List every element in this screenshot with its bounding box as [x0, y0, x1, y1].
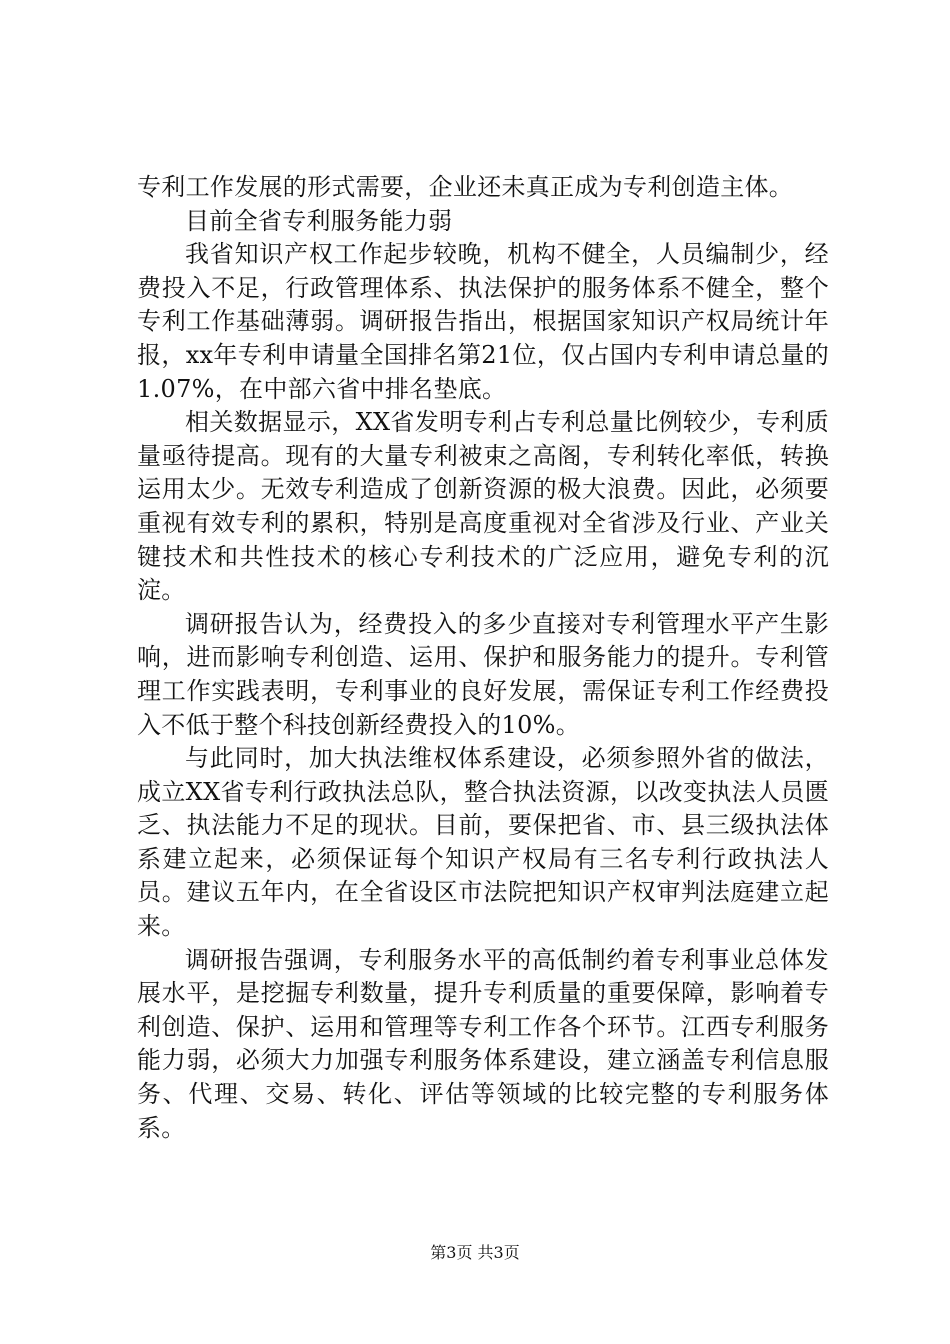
paragraph: 调研报告强调，专利服务水平的高低制约着专利事业总体发展水平，是挖掘专利数量，提升专利质量的重要保障，影响着专利创造、保护、运用和管理等专利工作各个环节。江西专利服务能力弱，必须大力加强专利服务体系建设，建立涵盖专利信息服务、代理、交易、转化、评估等领域的比较完整的专利服务体系。 — [137, 945, 829, 1142]
paragraph: 相关数据显示，XX省发明专利占专利总量比例较少，专利质量亟待提高。现有的大量专利被束之高阁，专利转化率低，转换运用太少。无效专利造成了创新资源的极大浪费。因此，必须要重视有效专利的累积，特别是高度重视对全省涉及行业、产业关键技术和共性技术的核心专利技术的广泛应用，避免专利的沉淀。 — [137, 408, 829, 605]
document-body — [137, 171, 829, 1145]
paragraph: 与此同时，加大执法维权体系建设，必须参照外省的做法，成立XX省专利行政执法总队，整合执法资源，以改变执法人员匮乏、执法能力不足的现状。目前，要保把省、市、县三级执法体系建立起来，必须保证每个知识产权局有三名专利行政执法人员。建议五年内，在全省设区市法院把知识产权审判法庭建立起来。 — [137, 744, 829, 941]
paragraph-continuation: 专利工作发展的形式需要，企业还未真正成为专利创造主体。 — [137, 173, 794, 201]
page-number-footer: 第3页 共3页 — [430, 1243, 520, 1262]
paragraph: 我省知识产权工作起步较晚，机构不健全，人员编制少，经费投入不足，行政管理体系、执法保护的服务体系不健全，整个专利工作基础薄弱。调研报告指出，根据国家知识产权局统计年报，xx年专利申请量全国排名第21位，仅占国内专利申请总量的1.07%，在中部六省中排名垫底。 — [137, 240, 829, 403]
section-heading: 目前全省专利服务能力弱 — [185, 206, 453, 235]
paragraph: 调研报告认为，经费投入的多少直接对专利管理水平产生影响，进而影响专利创造、运用、保护和服务能力的提升。专利管理工作实践表明，专利事业的良好发展，需保证专利工作经费投入不低于整个科技创新经费投入的10%。 — [137, 609, 829, 739]
